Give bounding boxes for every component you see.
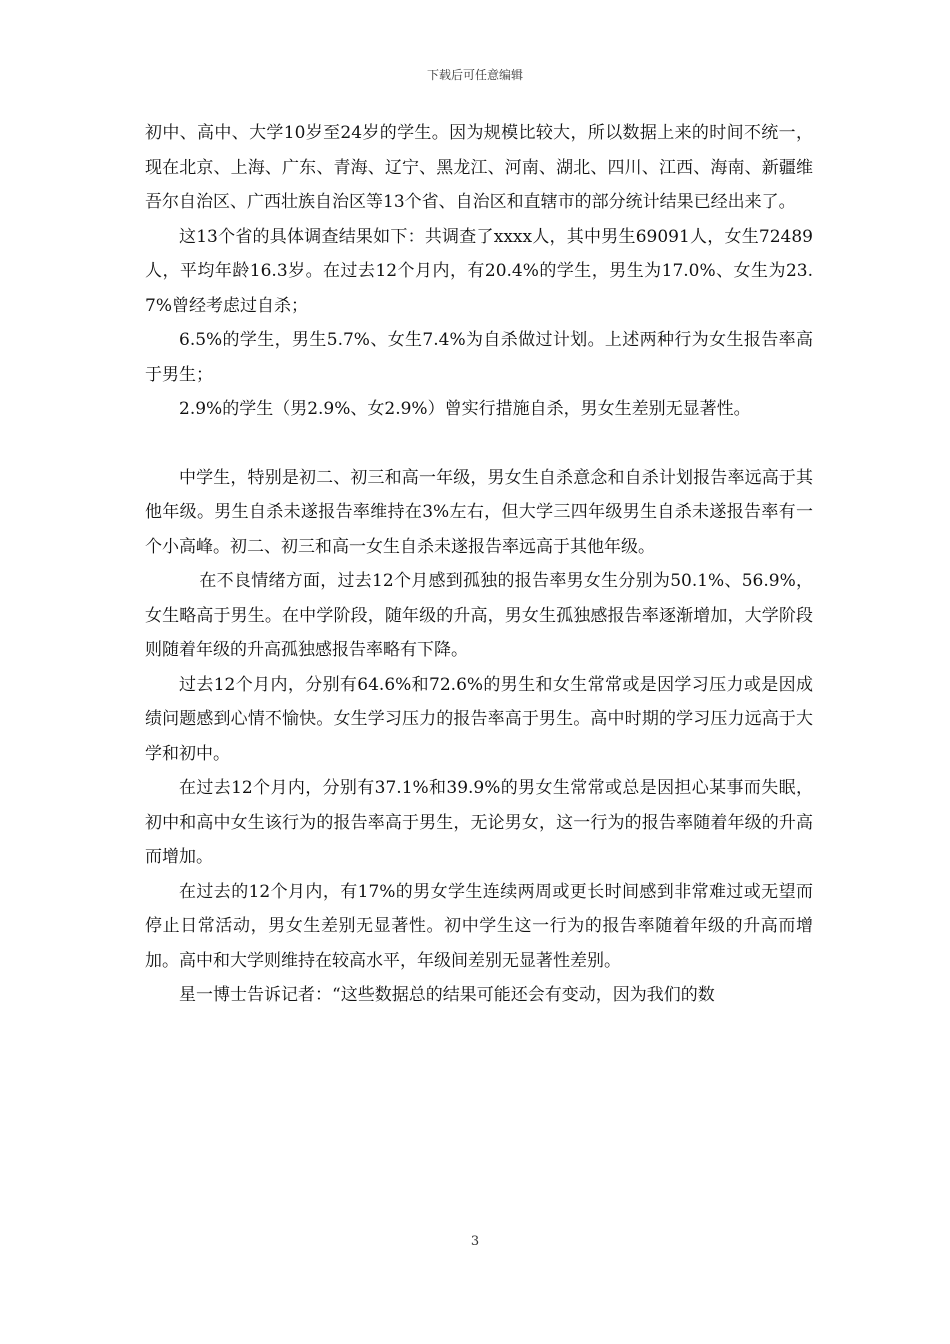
paragraph-10: 星一博士告诉记者：“这些数据总的结果可能还会有变动，因为我们的数 [179,985,715,1005]
paragraph-9: 在过去的12个月内，有17%的男女学生连续两周或更长时间感到非常难过或无望而停止日常活动，男女生差别无显著性。初中学生这一行为的报告率随着年级的升高而增加。高中和大学则维持在较高水平，年级间差别无显著性差别。 [145,881,813,971]
paragraph-spacer [145,427,813,461]
page-header: 下载后可任意编辑 [426,68,523,82]
paragraph-2: 这13个省的具体调查结果如下：共调查了xxxx人，其中男生69091人，女生72489人，平均年龄16.3岁。在过去12个月内，有20.4%的学生，男生为17.0%、女生为23.7%曾经考虑过自杀； [145,226,813,316]
paragraph-1: 初中、高中、大学10岁至24岁的学生。因为规模比较大，所以数据上来的时间不统一，现在北京、上海、广东、青海、辽宁、黑龙江、河南、湖北、四川、江西、海南、新疆维吾尔自治区、广西壮族自治区等13个省、自治区和直辖市的部分统计结果已经出来了。 [145,123,813,212]
paragraph-8: 在过去12个月内，分别有37.1%和39.9%的男女生常常或总是因担心某事而失眠，初中和高中女生该行为的报告率高于男生，无论男女，这一行为的报告率随着年级的升高而增加。 [145,778,813,867]
page-number: 3 [470,1234,480,1249]
paragraph-3: 6.5%的学生，男生5.7%、女生7.4%为自杀做过计划。上述两种行为女生报告率高于男生； [145,330,813,385]
paragraph-7: 过去12个月内，分别有64.6%和72.6%的男生和女生常常或是因学习压力或是因成绩问题感到心情不愉快。女生学习压力的报告率高于男生。高中时期的学习压力远高于大学和初中。 [145,674,813,764]
paragraph-6: 在不良情绪方面，过去12个月感到孤独的报告率男女生分别为50.1%、56.9%，女生略高于男生。在中学阶段，随年级的升高，男女生孤独感报告率逐渐增加，大学阶段则随着年级的升高孤独感报告率略有下降。 [145,571,813,660]
paragraph-4: 2.9%的学生（男2.9%、女2.9%）曾实行措施自杀，男女生差别无显著性。 [179,399,751,419]
paragraph-5: 中学生，特别是初二、初三和高一年级，男女生自杀意念和自杀计划报告率远高于其他年级。男生自杀未遂报告率维持在3%左右，但大学三四年级男生自杀未遂报告率有一个小高峰。初二、初三和高一女生自杀未遂报告率远高于其他年级。 [145,467,813,557]
document-body [145,116,813,1013]
